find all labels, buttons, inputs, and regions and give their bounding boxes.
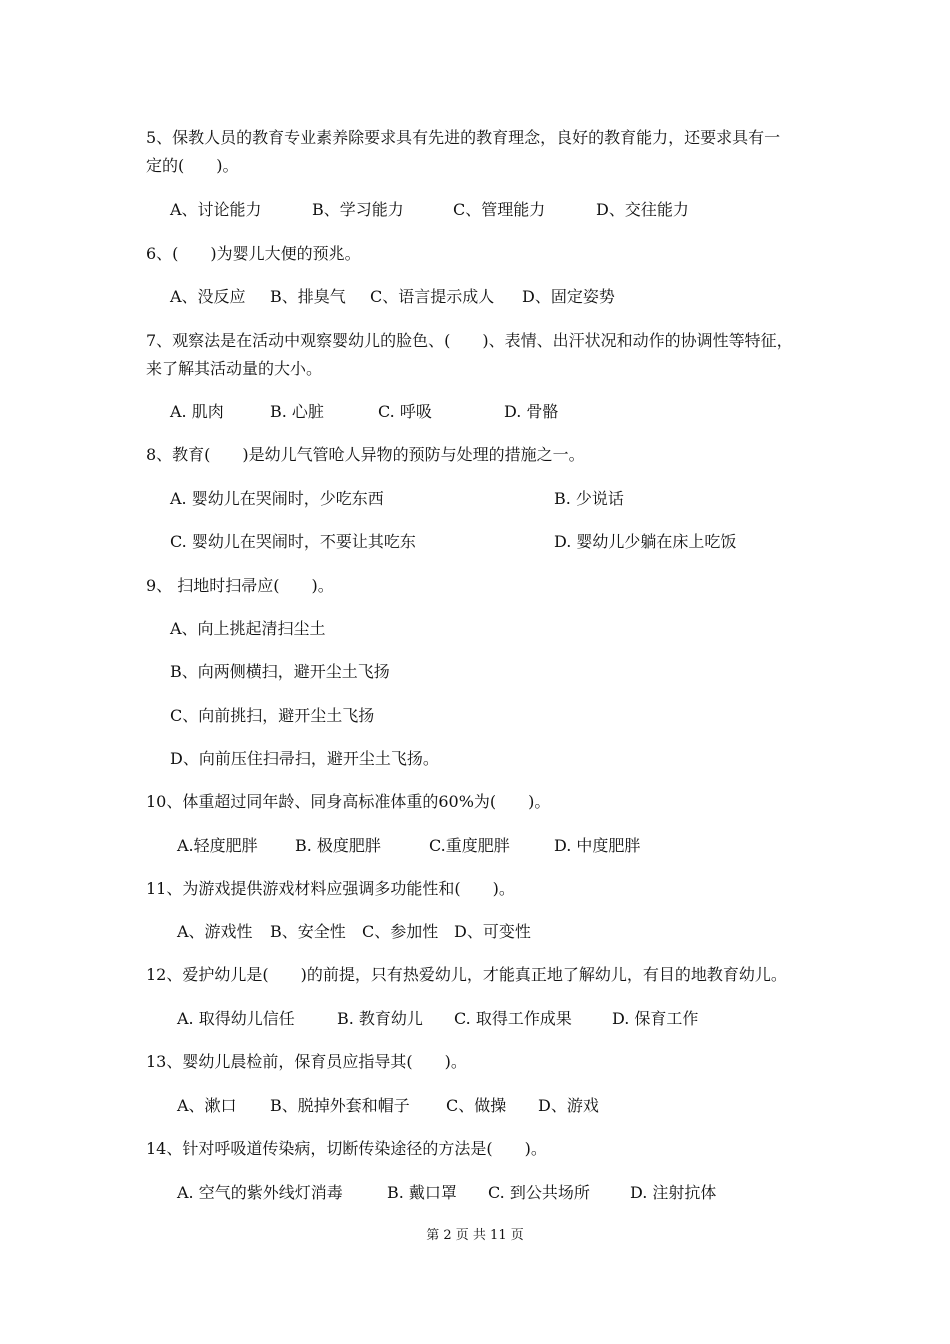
question-9-option-d: D、向前压住扫帚扫，避开尘土飞扬。 bbox=[170, 749, 439, 768]
question-14-option-a: A. 空气的紫外线灯消毒 bbox=[177, 1183, 343, 1202]
question-5-stem-line-2: 定的( )。 bbox=[146, 156, 239, 175]
question-13-option-b: B、脱掉外套和帽子 bbox=[270, 1096, 410, 1115]
question-14-option-c: C. 到公共场所 bbox=[488, 1183, 590, 1202]
question-8-option-c: C. 婴幼儿在哭闹时，不要让其吃东 bbox=[170, 532, 416, 551]
question-5-option-a: A、讨论能力 bbox=[170, 200, 262, 219]
question-12-option-c: C. 取得工作成果 bbox=[454, 1009, 572, 1028]
question-9-stem: 9、 扫地时扫帚应( )。 bbox=[146, 576, 334, 595]
question-8-option-d: D. 婴幼儿少躺在床上吃饭 bbox=[554, 532, 737, 551]
page-number-footer: 第 2 页 共 11 页 bbox=[426, 1228, 524, 1243]
question-12-option-b: B. 教育幼儿 bbox=[337, 1009, 423, 1028]
question-12-stem: 12、爱护幼儿是( )的前提，只有热爱幼儿，才能真正地了解幼儿，有目的地教育幼儿。 bbox=[146, 965, 787, 984]
question-11-option-b: B、安全性 bbox=[270, 922, 346, 941]
question-13-stem: 13、婴幼儿晨检前，保育员应指导其( )。 bbox=[146, 1052, 467, 1071]
question-5-option-c: C、管理能力 bbox=[453, 200, 546, 219]
question-5-option-d: D、交往能力 bbox=[596, 200, 689, 219]
question-7-stem-line-1: 7、观察法是在活动中观察婴幼儿的脸色、( )、表情、出汗状况和动作的协调性等特征， bbox=[146, 331, 793, 350]
question-10-option-d: D. 中度肥胖 bbox=[554, 836, 641, 855]
question-8-option-b: B. 少说话 bbox=[554, 489, 624, 508]
question-11-stem: 11、为游戏提供游戏材料应强调多功能性和( )。 bbox=[146, 879, 515, 898]
question-11-option-d: D、可变性 bbox=[454, 922, 531, 941]
question-6-stem: 6、( )为婴儿大便的预兆。 bbox=[146, 244, 361, 263]
question-12-option-d: D. 保育工作 bbox=[612, 1009, 699, 1028]
question-7-option-a: A. 肌肉 bbox=[170, 402, 224, 421]
question-13-option-d: D、游戏 bbox=[538, 1096, 599, 1115]
question-13-option-c: C、做操 bbox=[446, 1096, 507, 1115]
question-5-stem-line-1: 5、保教人员的教育专业素养除要求具有先进的教育理念，良好的教育能力，还要求具有一 bbox=[146, 128, 781, 147]
question-7-option-d: D. 骨骼 bbox=[504, 402, 559, 421]
question-6-option-a: A、没反应 bbox=[170, 287, 246, 306]
question-6-option-d: D、固定姿势 bbox=[522, 287, 615, 306]
question-7-option-c: C. 呼吸 bbox=[378, 402, 432, 421]
question-10-option-b: B. 极度肥胖 bbox=[295, 836, 381, 855]
question-14-option-d: D. 注射抗体 bbox=[630, 1183, 717, 1202]
question-10-stem: 10、体重超过同年龄、同身高标准体重的60%为( )。 bbox=[146, 792, 551, 811]
question-11-option-a: A、游戏性 bbox=[177, 922, 253, 941]
question-14-option-b: B. 戴口罩 bbox=[387, 1183, 457, 1202]
question-10-option-a: A.轻度肥胖 bbox=[177, 836, 258, 855]
question-9-option-b: B、向两侧横扫，避开尘土飞扬 bbox=[170, 662, 390, 681]
question-10-option-c: C.重度肥胖 bbox=[429, 836, 510, 855]
question-12-option-a: A. 取得幼儿信任 bbox=[177, 1009, 295, 1028]
question-9-option-c: C、向前挑扫，避开尘土飞扬 bbox=[170, 706, 375, 725]
question-7-option-b: B. 心脏 bbox=[270, 402, 324, 421]
question-8-option-a: A. 婴幼儿在哭闹时，少吃东西 bbox=[170, 489, 384, 508]
question-13-option-a: A、漱口 bbox=[177, 1096, 237, 1115]
question-9-option-a: A、向上挑起清扫尘土 bbox=[170, 619, 326, 638]
question-6-option-c: C、语言提示成人 bbox=[370, 287, 495, 306]
question-8-stem: 8、教育( )是幼儿气管呛人异物的预防与处理的措施之一。 bbox=[146, 445, 585, 464]
question-14-stem: 14、针对呼吸道传染病，切断传染途径的方法是( )。 bbox=[146, 1139, 547, 1158]
question-6-option-b: B、排臭气 bbox=[270, 287, 346, 306]
question-7-stem-line-2: 来了解其活动量的大小。 bbox=[146, 359, 323, 378]
question-5-option-b: B、学习能力 bbox=[312, 200, 404, 219]
question-11-option-c: C、参加性 bbox=[362, 922, 439, 941]
